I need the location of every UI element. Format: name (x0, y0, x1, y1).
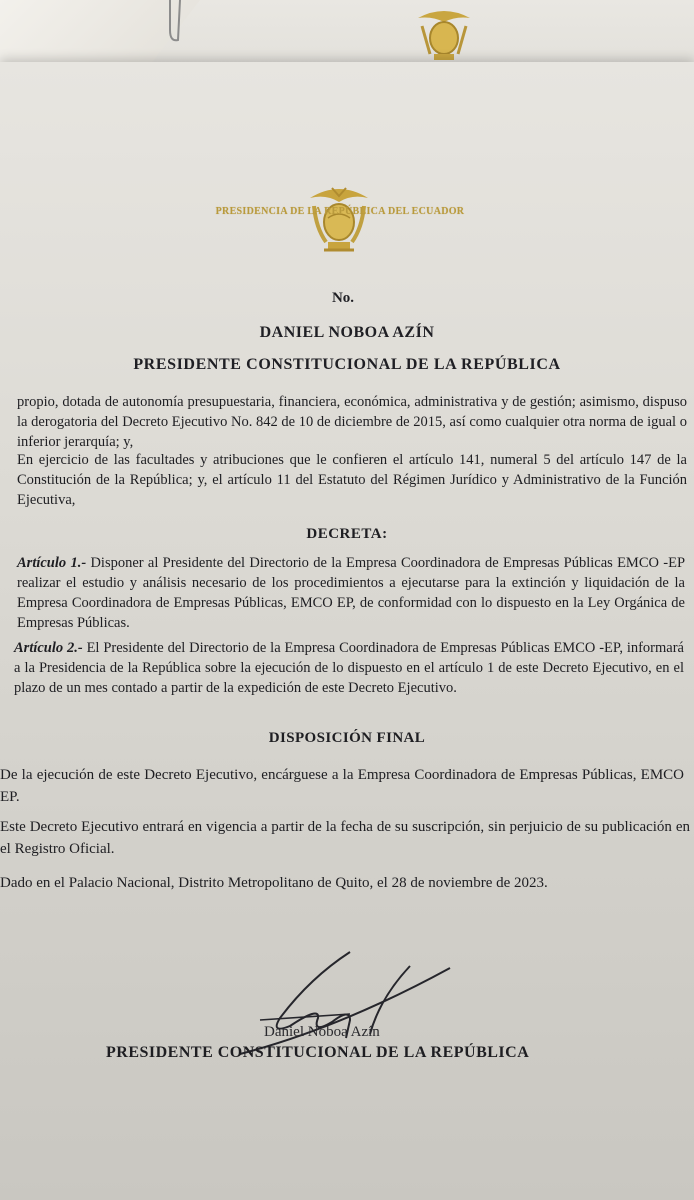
article-2 (14, 638, 684, 698)
whereas-paragraph: propio, dotada de autonomía presupuestaria, financiera, económica, administrativa y de gestión; asimismo, dispuso la derogatoria del Decreto Ejecutivo No. 842 de 10 de diciembre de 2015, así como cualquier otra norma de igual o inferior jerarquía; y, (17, 394, 687, 450)
decree-number: No. (331, 290, 355, 306)
final-paragraph-2: Este Decreto Ejecutivo entrará en vigencia a partir de la fecha de su suscripción, sin perjuicio de su publicación en el Registro Oficial. (0, 819, 690, 857)
powers-paragraph: En ejercicio de las facultades y atribuciones que le confieren el artículo 141, numeral 5 del artículo 147 de la Constitución de la República; y, el artículo 11 del Estatuto del Régimen Jurídico y Administrativo de la Función Ejecutiva, (17, 452, 687, 508)
signatory-name: Daniel Noboa Azín (264, 1024, 380, 1040)
article-2-text: El Presidente del Directorio de la Empresa Coordinadora de Empresas Públicas EMCO -EP, informará a la Presidencia de la República sobre la ejecución de lo dispuesto en el artículo 1 de este Decreto Ejecutivo, en el plazo de un mes contado a partir de la expedición de este Decreto Ejecutivo. (14, 640, 684, 696)
article-1 (17, 553, 685, 633)
paper-clip-icon (150, 0, 190, 48)
article-1-label: Artículo 1.- (17, 555, 87, 571)
decree-sheet (0, 62, 694, 1200)
handwritten-signature (200, 948, 470, 1058)
presidency-letterhead: PRESIDENCIA DE LA REPÚBLICA DEL ECUADOR (215, 206, 465, 217)
article-2-label: Artículo 2.- (14, 640, 83, 656)
coat-of-arms-icon (412, 4, 476, 64)
final-disposition-heading: DISPOSICIÓN FINAL (268, 730, 426, 746)
president-title: PRESIDENTE CONSTITUCIONAL DE LA REPÚBLICA (133, 356, 561, 373)
article-1-text: Disponer al Presidente del Directorio de la Empresa Coordinadora de Empresas Públicas EMCO -EP realizar el estudio y análisis necesario de los procedimientos a ejecutarse para la extinción y liquidación de la Empresa Coordinadora de Empresas Públicas, EMCO EP, de conformidad con lo dispuesto en la Ley Orgánica de Empresas Públicas. (17, 555, 686, 631)
coat-of-arms-icon (306, 182, 372, 258)
final-paragraph-1: De la ejecución de este Decreto Ejecutivo, encárguese a la Empresa Coordinadora de Empresas Públicas, EMCO EP. (0, 767, 684, 805)
given-at-line: Dado en el Palacio Nacional, Distrito Metropolitano de Quito, el 28 de noviembre de 2023. (0, 875, 548, 891)
signatory-title: PRESIDENTE CONSTITUCIONAL DE LA REPÚBLICA (106, 1044, 530, 1061)
president-name: DANIEL NOBOA AZÍN (259, 324, 435, 341)
decreta-heading: DECRETA: (306, 526, 388, 542)
